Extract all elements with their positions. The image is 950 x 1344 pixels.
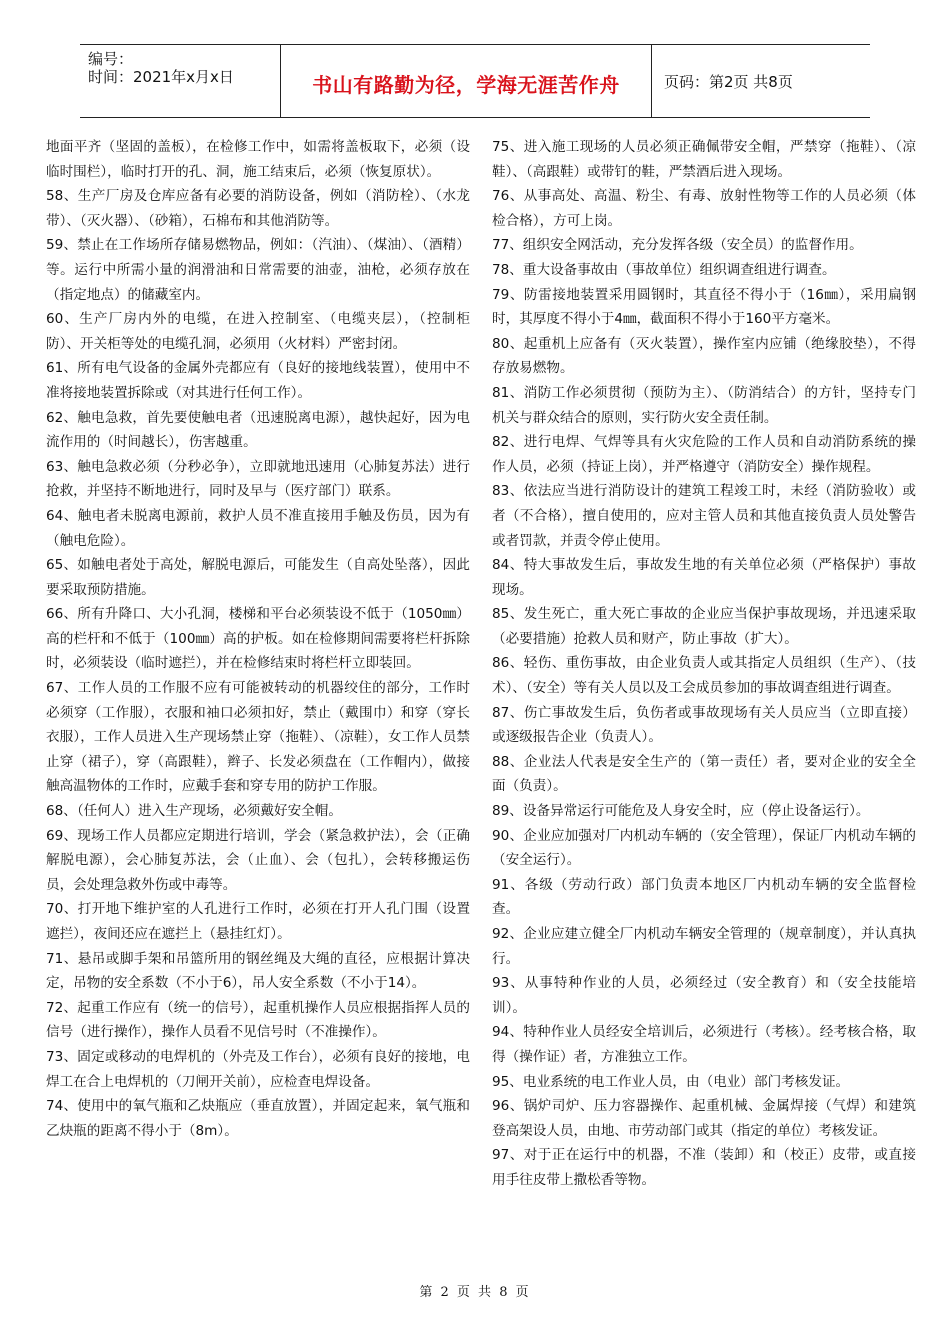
header-page-cell [652,45,870,117]
question-item: 61、所有电气设备的金属外壳都应有（良好的接地线装置），使用中不准将接地装置拆除或（对其进行任何工作）。 [46,360,470,401]
header-meta [80,45,281,117]
question-item: 85、发生死亡，重大死亡事故的企业应当保护事故现场，并迅速采取（必要措施）抢救人员和财产，防止事故（扩大）。 [492,606,916,647]
question-item: 63、触电急救必须（分秒必争），立即就地迅速用（心肺复苏法）进行抢救，并坚持不断地进行，同时及早与（医疗部门）联系。 [46,458,470,500]
question-item: 91、各级（劳动行政）部门负责本地区厂内机动车辆的安全监督检查。 [492,876,916,918]
question-item: 64、触电者未脱离电源前，救护人员不准直接用手触及伤员，因为有（触电危险）。 [46,507,470,549]
question-item: 80、起重机上应备有（灭火装置），操作室内应铺（绝缘胶垫），不得存放易燃物。 [492,335,916,377]
question-item: 66、所有升降口、大小孔洞，楼梯和平台必须装设不低于（1050㎜）高的栏杆和不低于（100㎜）高的护板。如在检修期间需要将栏杆拆除时，必须装设（临时遮拦），并在检修结束时将栏杆立即装回。 [46,606,470,672]
question-item: 88、企业法人代表是安全生产的（第一责任）者，要对企业的安全全面（负责）。 [492,753,916,795]
question-item: 77、组织安全网活动，充分发挥各级（安全员）的监督作用。 [492,237,863,254]
question-item: 75、进入施工现场的人员必须正确佩带安全帽，严禁穿（拖鞋）、（凉鞋）、（高跟鞋）或带钉的鞋，严禁酒后进入现场。 [492,139,916,180]
question-item: 72、起重工作应有（统一的信号），起重机操作人员应根据指挥人员的信号（进行操作），操作人员看不见信号时（不准操作）。 [46,999,470,1041]
question-item: 59、禁止在工作场所存储易燃物品，例如：（汽油）、（煤油）、（酒精）等。运行中所需小量的润滑油和日常需要的油壶，油枪，必须存放在（指定地点）的储藏室内。 [46,237,470,303]
header-motto: 书山有路勤为径，学海无涯苦作舟 [312,73,620,97]
question-item: 97、对于正在运行中的机器，不准（装卸）和（校正）皮带，或直接用手往皮带上撒松香等物。 [492,1147,916,1188]
question-item: 67、工作人员的工作服不应有可能被转动的机器绞住的部分，工作时必须穿（工作服），衣服和袖口必须扣好，禁止（戴围巾）和穿（穿长衣服），工作人员进入生产现场禁止穿（拖鞋）、（凉鞋），女工作人员禁止穿（裙子），穿（高跟鞋），辫子、长发必须盘在（工作帽内），做接触高温物体的工作时，应戴手套和穿专用的防护工作服。 [46,680,470,795]
page-footer: 第 2 页 共 8 页 [419,1285,531,1300]
question-item: 94、特种作业人员经安全培训后，必须进行（考核）。经考核合格，取得（操作证）者，方准独立工作。 [492,1024,916,1065]
header-page-info: 页码：第2页 共8页 [664,73,793,91]
question-item: 82、进行电焊、气焊等具有火灾危险的工作人员和自动消防系统的操作人员，必须（持证上岗），并严格遵守（消防安全）操作规程。 [492,434,916,475]
question-item: 76、从事高处、高温、粉尘、有毒、放射性物等工作的人员必须（体检合格），方可上岗。 [492,188,916,229]
question-item: 87、伤亡事故发生后，负伤者或事故现场有关人员应当（立即直接）或逐级报告企业（负责人）。 [492,704,916,746]
question-item: 81、消防工作必须贯彻（预防为主）、（防消结合）的方针，坚持专门机关与群众结合的原则，实行防火安全责任制。 [492,384,916,426]
left-column [46,135,470,1143]
question-item: 地面平齐（坚固的盖板），在检修工作中，如需将盖板取下，必须（设临时围栏），临时打开的孔、洞，施工结束后，必须（恢复原状）。 [46,139,470,180]
question-item: 92、企业应建立健全厂内机动车辆安全管理的（规章制度），并认真执行。 [492,926,916,967]
question-item: 78、重大设备事故由（事故单位）组织调查组进行调查。 [492,261,836,278]
question-item: 62、触电急救，首先要使触电者（迅速脱离电源），越快起好，因为电流作用的（时间越长），伤害越重。 [46,409,470,451]
header-motto-cell [281,45,652,117]
question-item: 90、企业应加强对厂内机动车辆的（安全管理），保证厂内机动车辆的（安全运行）。 [492,827,916,869]
question-item: 73、固定或移动的电焊机的（外壳及工作台），必须有良好的接地，电焊工在合上电焊机的（刀闸开关前），应检查电焊设备。 [46,1048,470,1090]
question-item: 69、现场工作人员都应定期进行培训，学会（紧急救护法），会（正确解脱电源），会心肺复苏法，会（止血）、会（包扎），会转移搬运伤员，会处理急救外伤或中毒等。 [46,827,470,893]
question-item: 60、生产厂房内外的电缆，在进入控制室、（电缆夹层），（控制柜防）、开关柜等处的电缆孔洞，必须用（火材料）严密封闭。 [46,311,470,352]
question-item: 58、生产厂房及仓库应备有必要的消防设备，例如（消防栓）、（水龙带）、（灭火器）、（砂箱），石棉布和其他消防等。 [46,188,470,229]
question-item: 89、设备异常运行可能危及人身安全时，应（停止设备运行）。 [492,803,870,820]
document-code-label: 编号： [88,50,134,68]
question-item: 71、悬吊或脚手架和吊篮所用的钢丝绳及大绳的直径，应根据计算决定，吊物的安全系数（不小于6），吊人安全系数（不小于14）。 [46,950,470,992]
question-item: 79、防雷接地装置采用圆钢时，其直径不得小于（16㎜），采用扁钢时，其厚度不得小于4㎜，截面积不得小于160平方毫米。 [492,286,916,328]
question-item: 65、如触电者处于高处，解脱电源后，可能发生（自高处坠落），因此要采取预防措施。 [46,557,470,598]
right-column [492,135,916,1193]
question-item: 74、使用中的氧气瓶和乙炔瓶应（垂直放置），并固定起来，氧气瓶和乙炔瓶的距离不得小于（8m）。 [46,1098,470,1139]
question-item: 83、依法应当进行消防设计的建筑工程竣工时，未经（消防验收）或者（不合格），擅自使用的，应对主管人员和其他直接负责人员处警告或者罚款，并责令停止使用。 [492,483,916,549]
question-item: 84、特大事故发生后，事故发生地的有关单位必须（严格保护）事故现场。 [492,557,916,598]
question-item: 95、电业系统的电工作业人员，由（电业）部门考核发证。 [492,1073,850,1090]
question-item: 86、轻伤、重伤事故，由企业负责人或其指定人员组织（生产）、（技术）、（安全）等有关人员以及工会成员参加的事故调查组进行调查。 [492,655,916,697]
question-item: 93、从事特种作业的人员，必须经过（安全教育）和（安全技能培训）。 [492,975,916,1016]
page-header [80,44,870,118]
document-time-label: 时间：2021年x月x日 [88,68,234,86]
question-item: 96、锅炉司炉、压力容器操作、起重机械、金属焊接（气焊）和建筑登高架设人员，由地、市劳动部门或其（指定的单位）考核发证。 [492,1098,916,1139]
question-item: 68、（任何人）进入生产现场，必须戴好安全帽。 [46,803,342,820]
question-item: 70、打开地下维护室的人孔进行工作时，必须在打开人孔门围（设置遮拦），夜间还应在遮拦上（悬挂红灯）。 [46,901,470,942]
